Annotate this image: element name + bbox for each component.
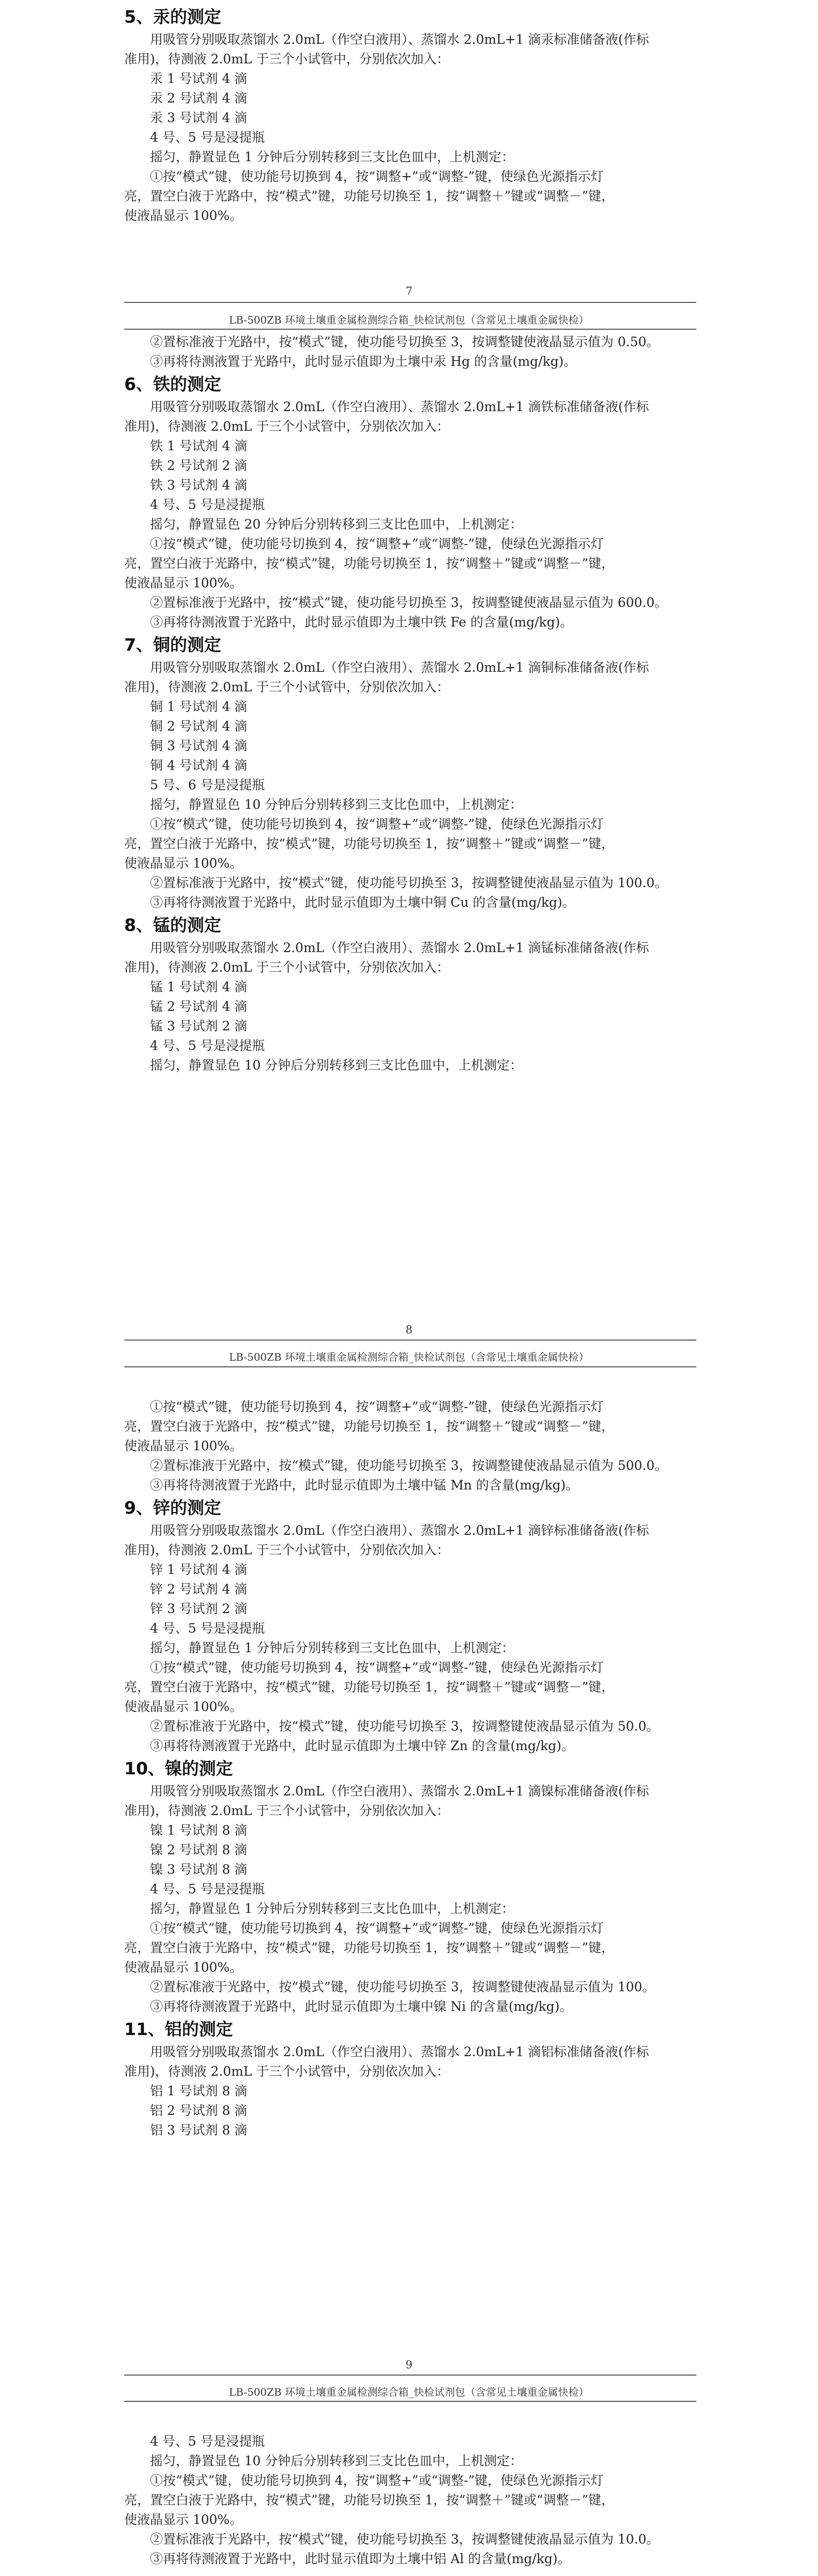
method-line: ②置标准液于光路中，按“模式”键，使功能号切换至 3，按调整键使液晶显示值为 0.50。 (150, 334, 660, 349)
method-line: ③再将待测液置于光路中，此时显示值即为土壤中锰 Mn 的含量(mg/kg)。 (150, 1478, 579, 1493)
reagent-line: 锌 1 号试剂 4 滴 (150, 1562, 247, 1577)
reagent-line: 镍 1 号试剂 8 滴 (150, 1823, 247, 1838)
intro-line: 用吸管分别吸取蒸馏水 2.0mL（作空白液用）、蒸馏水 2.0mL+1 滴铜标准储备液(作标 (150, 660, 649, 675)
method-line: 亮，置空白液于光路中，按“模式”键，功能号切换至 1，按“调整＋”键或“调整－”键， (124, 2493, 614, 2507)
method-line: ②置标准液于光路中，按“模式”键，使功能号切换至 3，按调整键使液晶显示值为 10.0。 (150, 2532, 660, 2547)
reagent-line: 汞 1 号试剂 4 滴 (150, 71, 247, 86)
method-line: ①按“模式”键，使功能号切换到 4，按“调整+”或“调整-”键，使绿色光源指示灯 (150, 1399, 604, 1414)
reagent-line: 4 号、5 号是浸提瓶 (150, 130, 265, 145)
method-line: 摇匀，静置显色 1 分钟后分别转移到三支比色皿中，上机测定： (150, 1640, 514, 1655)
intro-line: 用吸管分别吸取蒸馏水 2.0mL（作空白液用）、蒸馏水 2.0mL+1 滴铝标准储备液(作标 (150, 2044, 649, 2059)
method-line: 摇匀，静置显色 10 分钟后分别转移到三支比色皿中，上机测定： (150, 2453, 523, 2468)
reagent-line: 铝 2 号试剂 8 滴 (150, 2103, 247, 2118)
section-title-nickel: 10、镍的测定 (124, 1758, 233, 1778)
reagent-line: 铁 1 号试剂 4 滴 (150, 438, 247, 453)
method-line: 摇匀，静置显色 10 分钟后分别转移到三支比色皿中，上机测定： (150, 1058, 523, 1073)
page-divider (124, 302, 696, 303)
method-line: 亮，置空白液于光路中，按“模式”键，功能号切换至 1，按“调整＋”键或“调整－”键， (124, 836, 614, 851)
reagent-line: 汞 2 号试剂 4 滴 (150, 91, 247, 106)
method-line: 摇匀，静置显色 1 分钟后分别转移到三支比色皿中，上机测定： (150, 149, 514, 164)
method-line: 使液晶显示 100%。 (124, 1699, 243, 1714)
method-line: ②置标准液于光路中，按“模式”键，使功能号切换至 3，按调整键使液晶显示值为 50.0。 (150, 1719, 660, 1734)
reagent-line: 铜 4 号试剂 4 滴 (150, 758, 247, 773)
section-title-mercury: 5、汞的测定 (124, 7, 221, 27)
method-line: ②置标准液于光路中，按“模式”键，使功能号切换至 3，按调整键使液晶显示值为 500.0。 (150, 1458, 667, 1473)
method-line: 亮，置空白液于光路中，按“模式”键，功能号切换至 1，按“调整＋”键或“调整－”键， (124, 1940, 614, 1955)
method-line: 摇匀，静置显色 10 分钟后分别转移到三支比色皿中，上机测定： (150, 797, 523, 812)
reagent-line: 镍 2 号试剂 8 滴 (150, 1842, 247, 1857)
method-line: ②置标准液于光路中，按“模式”键，使功能号切换至 3，按调整键使液晶显示值为 600.0。 (150, 595, 667, 610)
header-rule (124, 329, 696, 330)
page-8-content (124, 332, 696, 1075)
reagent-line: 4 号、5 号是浸提瓶 (150, 1621, 265, 1636)
reagent-line: 铝 3 号试剂 8 滴 (150, 2123, 247, 2138)
method-line: ②置标准液于光路中，按“模式”键，使功能号切换至 3，按调整键使液晶显示值为 100.0。 (150, 875, 667, 890)
reagent-line: 镍 3 号试剂 8 滴 (150, 1862, 247, 1877)
reagent-line: 5 号、6 号是浸提瓶 (150, 777, 265, 792)
reagent-line: 锌 2 号试剂 4 滴 (150, 1582, 247, 1597)
section-title-aluminum: 11、铝的测定 (124, 2019, 233, 2039)
intro-line: 用吸管分别吸取蒸馏水 2.0mL（作空白液用）、蒸馏水 2.0mL+1 滴锰标准储备液(作标 (150, 940, 649, 955)
section-title-zinc: 9、锌的测定 (124, 1498, 221, 1518)
page-divider (124, 1340, 696, 1341)
reagent-line: 铜 2 号试剂 4 滴 (150, 719, 247, 734)
section-title-iron: 6、铁的测定 (124, 374, 221, 394)
page-7-content (124, 4, 696, 226)
method-line: ③再将待测液置于光路中，此时显示值即为土壤中铝 Al 的含量(mg/kg)。 (150, 2551, 571, 2566)
method-line: ③再将待测液置于光路中，此时显示值即为土壤中镍 Ni 的含量(mg/kg)。 (150, 1999, 573, 2014)
method-line: 亮，置空白液于光路中，按“模式”键，功能号切换至 1，按“调整＋”键或“调整－”键， (124, 1680, 614, 1694)
reagent-line: 4 号、5 号是浸提瓶 (150, 2434, 265, 2449)
method-line: ①按“模式”键，使功能号切换到 4，按“调整+”或“调整-”键，使绿色光源指示灯 (150, 536, 604, 551)
method-line: ③再将待测液置于光路中，此时显示值即为土壤中铁 Fe 的含量(mg/kg)。 (150, 615, 573, 630)
intro-line: 准用)，待测液 2.0mL 于三个小试管中，分别依次加入： (124, 2064, 449, 2079)
method-line: ③再将待测液置于光路中，此时显示值即为土壤中锌 Zn 的含量(mg/kg)。 (150, 1738, 575, 1753)
intro-line: 用吸管分别吸取蒸馏水 2.0mL（作空白液用）、蒸馏水 2.0mL+1 滴镍标准储备液(作标 (150, 1784, 649, 1799)
intro-line: 准用)，待测液 2.0mL 于三个小试管中，分别依次加入： (124, 1543, 449, 1557)
method-line: 摇匀，静置显色 20 分钟后分别转移到三支比色皿中，上机测定： (150, 517, 523, 532)
reagent-line: 锰 2 号试剂 4 滴 (150, 999, 247, 1014)
page-10-content (124, 2432, 696, 2569)
intro-line: 准用)，待测液 2.0mL 于三个小试管中，分别依次加入： (124, 1803, 449, 1818)
intro-line: 用吸管分别吸取蒸馏水 2.0mL（作空白液用）、蒸馏水 2.0mL+1 滴锌标准储备液(作标 (150, 1523, 649, 1538)
method-line: 亮，置空白液于光路中，按“模式”键，功能号切换至 1，按“调整＋”键或“调整－”键， (124, 189, 614, 204)
page-9-content (124, 1397, 696, 2140)
intro-line: 准用)，待测液 2.0mL 于三个小试管中，分别依次加入： (124, 960, 449, 975)
page-number: 7 (405, 285, 413, 297)
reagent-line: 锰 1 号试剂 4 滴 (150, 979, 247, 994)
method-line: ①按“模式”键，使功能号切换到 4，按“调整+”或“调整-”键，使绿色光源指示灯 (150, 1660, 604, 1675)
method-line: 使液晶显示 100%。 (124, 1960, 243, 1975)
reagent-line: 铁 2 号试剂 2 滴 (150, 458, 247, 473)
reagent-line: 汞 3 号试剂 4 滴 (150, 110, 247, 125)
reagent-line: 4 号、5 号是浸提瓶 (150, 1882, 265, 1896)
method-line: ③再将待测液置于光路中，此时显示值即为土壤中汞 Hg 的含量(mg/kg)。 (150, 354, 577, 369)
method-line: 摇匀，静置显色 1 分钟后分别转移到三支比色皿中，上机测定： (150, 1901, 514, 1916)
page-number: 9 (405, 2359, 413, 2371)
method-line: 使液晶显示 100%。 (124, 1438, 243, 1453)
method-line: ①按“模式”键，使功能号切换到 4，按“调整+”或“调整-”键，使绿色光源指示灯 (150, 2473, 604, 2488)
header-rule (124, 2401, 696, 2402)
method-line: 使液晶显示 100%。 (124, 575, 243, 590)
reagent-line: 锰 3 号试剂 2 滴 (150, 1019, 247, 1033)
method-line: 使液晶显示 100%。 (124, 856, 243, 871)
running-header: LB-500ZB 环境土壤重金属检测综合箱_快检试剂包（含常见土壤重金属快检） (229, 2386, 589, 2398)
method-line: 使液晶显示 100%。 (124, 208, 243, 223)
method-line: ③再将待测液置于光路中，此时显示值即为土壤中铜 Cu 的含量(mg/kg)。 (150, 895, 575, 910)
running-header: LB-500ZB 环境土壤重金属检测综合箱_快检试剂包（含常见土壤重金属快检） (229, 314, 589, 326)
reagent-line: 铜 3 号试剂 4 滴 (150, 738, 247, 753)
intro-line: 准用)，待测液 2.0mL 于三个小试管中，分别依次加入： (124, 52, 449, 66)
reagent-line: 铁 3 号试剂 4 滴 (150, 478, 247, 493)
reagent-line: 锌 3 号试剂 2 滴 (150, 1601, 247, 1616)
section-title-copper: 7、铜的测定 (124, 635, 221, 655)
reagent-line: 铜 1 号试剂 4 滴 (150, 699, 247, 714)
intro-line: 用吸管分别吸取蒸馏水 2.0mL（作空白液用）、蒸馏水 2.0mL+1 滴铁标准储备液(作标 (150, 399, 649, 414)
method-line: ①按“模式”键，使功能号切换到 4，按“调整+”或“调整-”键，使绿色光源指示灯 (150, 1921, 604, 1936)
method-line: 亮，置空白液于光路中，按“模式”键，功能号切换至 1，按“调整＋”键或“调整－”键， (124, 556, 614, 571)
page-divider (124, 2375, 696, 2376)
method-line: 使液晶显示 100%。 (124, 2512, 243, 2527)
method-line: 亮，置空白液于光路中，按“模式”键，功能号切换至 1，按“调整＋”键或“调整－”键， (124, 1419, 614, 1434)
reagent-line: 4 号、5 号是浸提瓶 (150, 1038, 265, 1053)
method-line: ②置标准液于光路中，按“模式”键，使功能号切换至 3，按调整键使液晶显示值为 100。 (150, 1979, 656, 1994)
intro-line: 准用)，待测液 2.0mL 于三个小试管中，分别依次加入： (124, 419, 449, 434)
intro-line: 准用)，待测液 2.0mL 于三个小试管中，分别依次加入： (124, 680, 449, 694)
section-title-manganese: 8、锰的测定 (124, 915, 221, 935)
method-line: ①按“模式”键，使功能号切换到 4，按“调整+”或“调整-”键，使绿色光源指示灯 (150, 169, 604, 184)
intro-line: 用吸管分别吸取蒸馏水 2.0mL（作空白液用）、蒸馏水 2.0mL+1 滴汞标准储备液(作标 (150, 32, 649, 47)
reagent-line: 铝 1 号试剂 8 滴 (150, 2083, 247, 2098)
method-line: ①按“模式”键，使功能号切换到 4，按“调整+”或“调整-”键，使绿色光源指示灯 (150, 817, 604, 832)
reagent-line: 4 号、5 号是浸提瓶 (150, 497, 265, 512)
running-header: LB-500ZB 环境土壤重金属检测综合箱_快检试剂包（含常见土壤重金属快检） (229, 1351, 589, 1363)
page-number: 8 (405, 1324, 413, 1336)
header-rule (124, 1366, 696, 1367)
